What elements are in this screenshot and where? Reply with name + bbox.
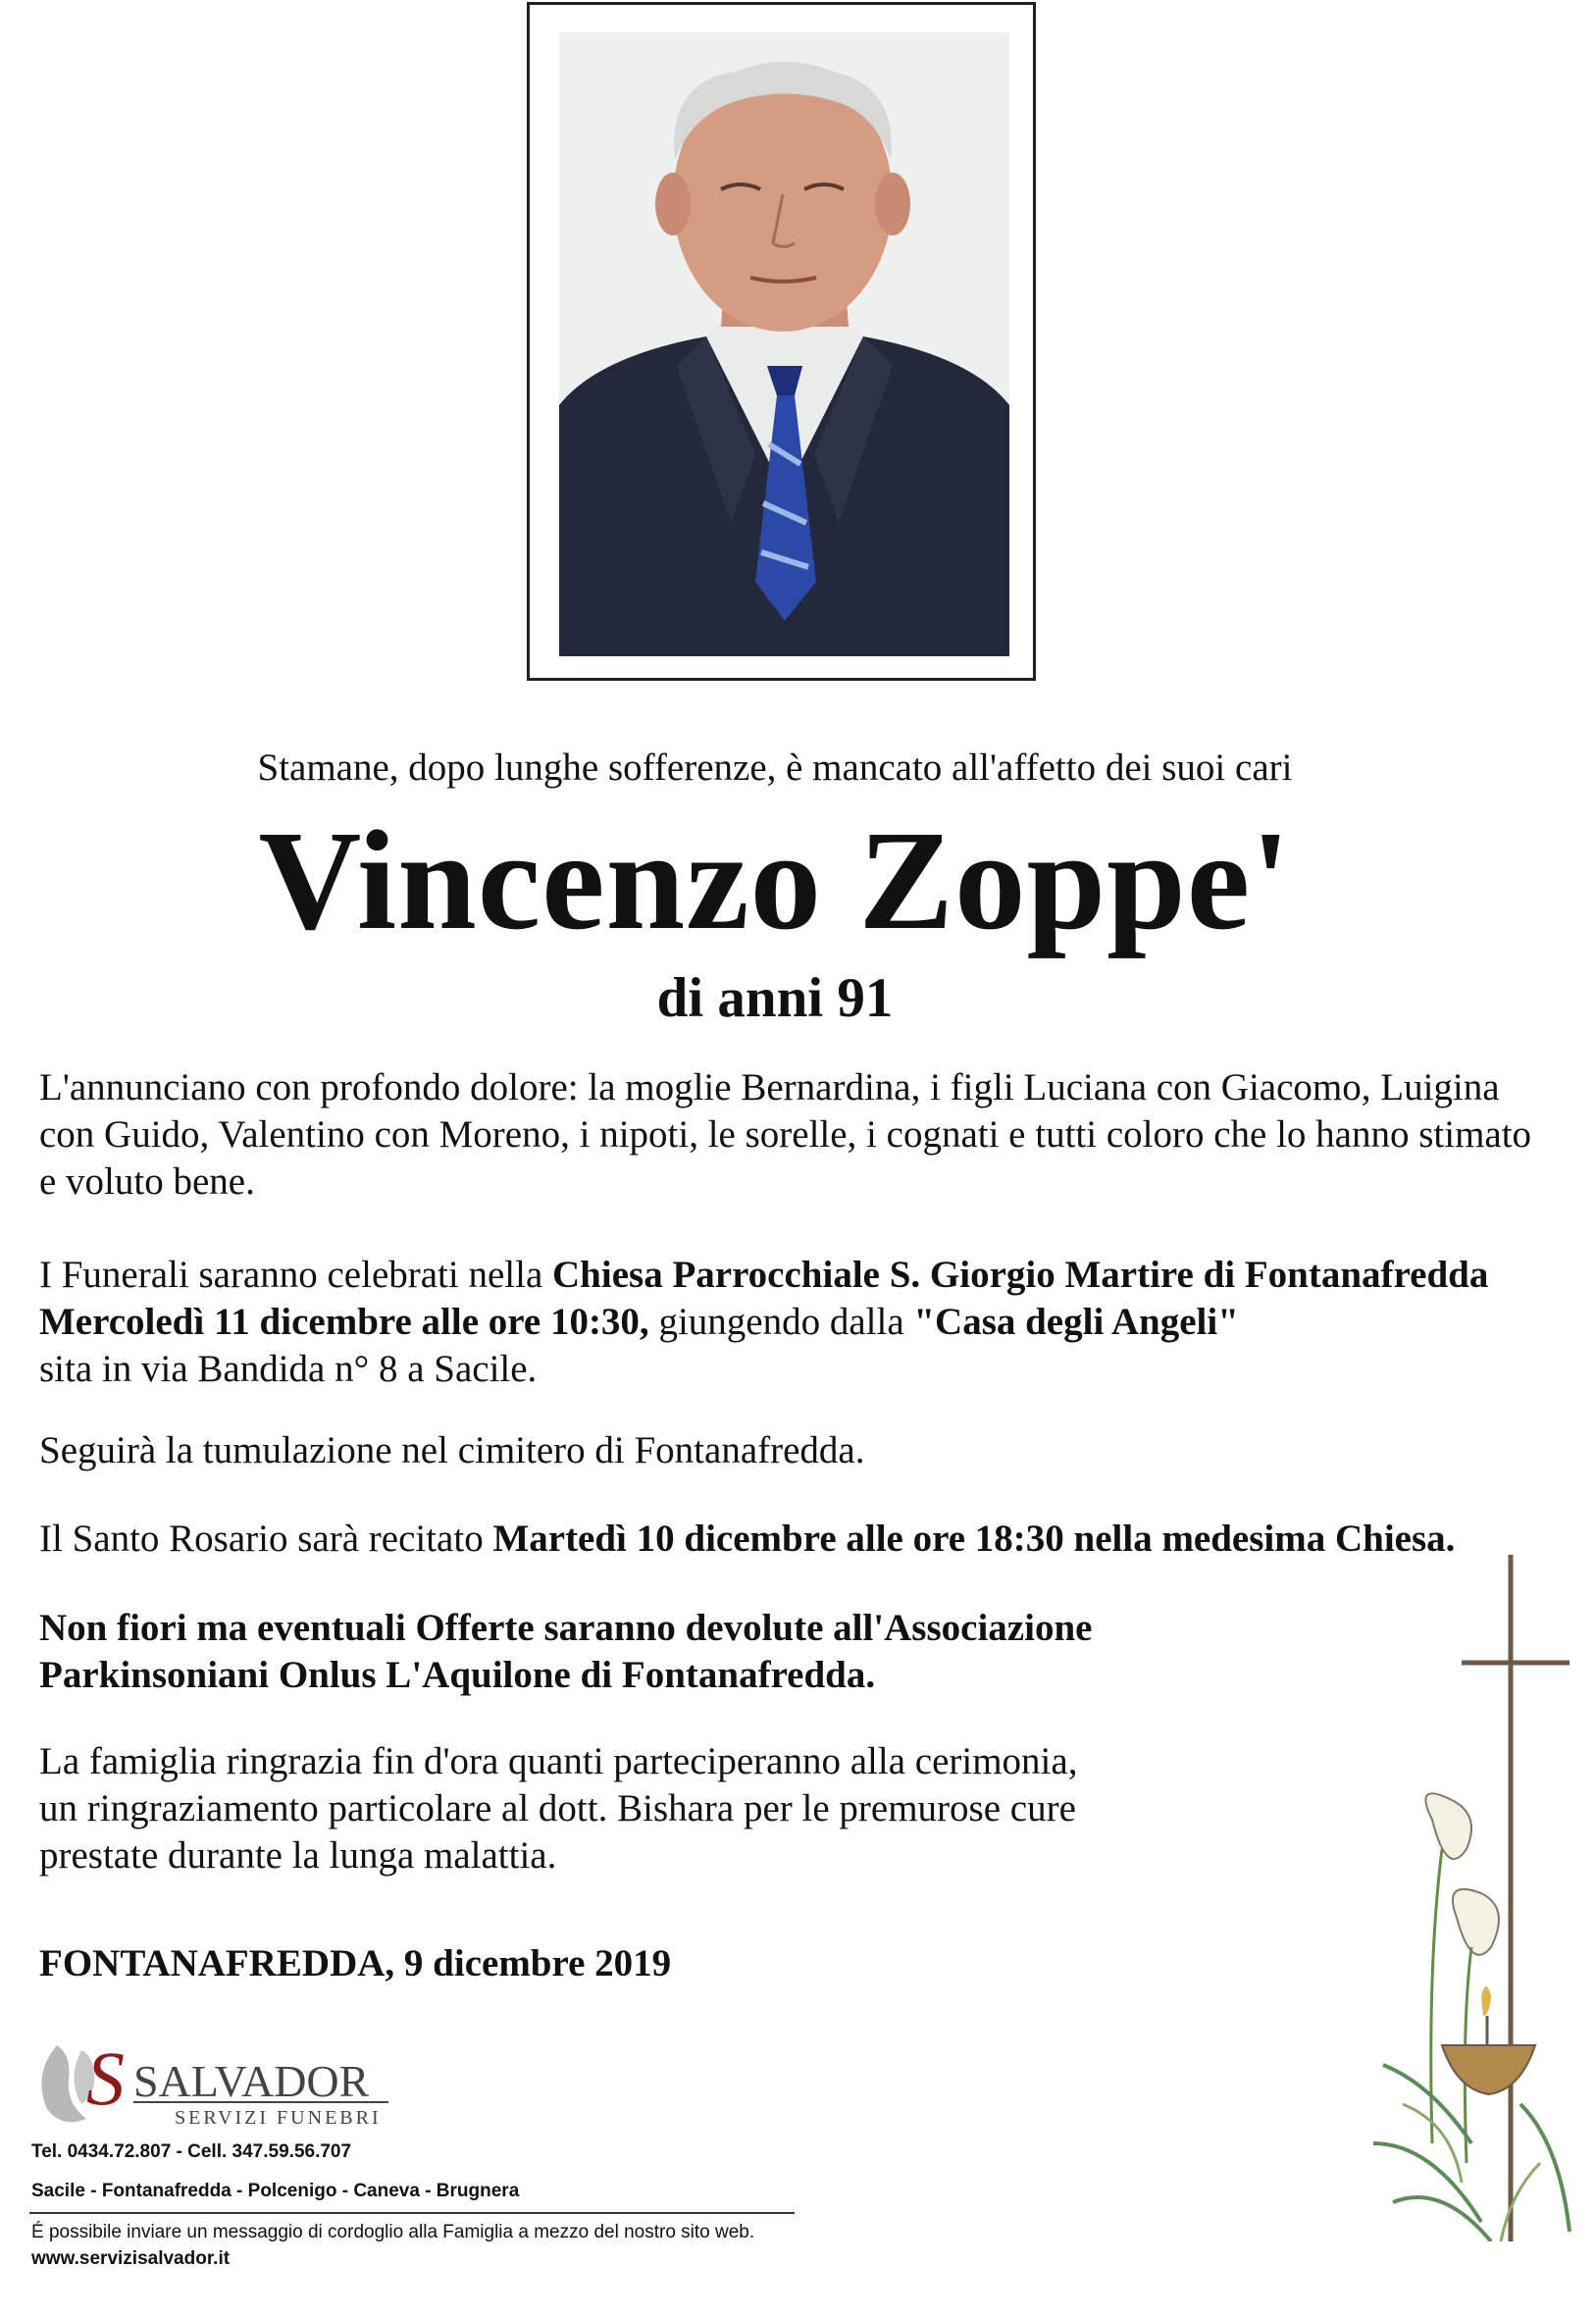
thanks-line-3: prestate durante la lunga malattia. — [39, 1834, 557, 1877]
donations-line-1: Non fiori ma eventuali Offerte saranno devolute all'Associazione — [39, 1607, 1093, 1649]
contacts-text: Tel. 0434.72.807 - Cell. 347.59.56.707 — [31, 2141, 352, 2162]
thanks-line-1: La famiglia ringrazia fin d'ora quanti parteciperanno alla cerimonia, — [39, 1740, 1078, 1782]
photo-frame — [527, 2, 1036, 681]
deceased-name: Vincenzo Zoppe' — [258, 802, 1292, 959]
funeral-church: Chiesa Parrocchiale S. Giorgio Martire di Fontanafredda — [552, 1254, 1489, 1296]
salvador-logo-graphic — [27, 2035, 400, 2134]
svg-text:S: S — [86, 2035, 125, 2121]
funeral-from-intro: giungendo dalla — [648, 1301, 914, 1343]
towns-text: Sacile - Fontanafredda - Polcenigo - Caneva - Brugnera — [31, 2181, 520, 2201]
donations-text — [39, 1605, 1550, 1699]
funeral-from: "Casa degli Angeli" — [913, 1301, 1239, 1343]
thanks-text — [39, 1738, 1550, 1879]
funeral-address: sita in via Bandida n° 8 a Sacile. — [39, 1348, 538, 1390]
rosary-when: Martedì 10 dicembre alle ore 18:30 nella medesima Chiesa. — [492, 1518, 1456, 1560]
logo-name: SALVADOR — [133, 2056, 370, 2106]
rosary-intro: Il Santo Rosario sarà recitato — [39, 1518, 493, 1560]
website-link[interactable]: www.servizisalvador.it — [31, 2248, 231, 2269]
thanks-line-2: un ringraziamento particolare al dott. Bishara per le premurose cure — [39, 1787, 1076, 1829]
portrait-photo — [559, 32, 1009, 656]
rosary-text — [39, 1516, 1550, 1563]
cross-and-lamp-decoration — [1373, 1555, 1574, 2241]
funeral-intro: I Funerali saranno celebrati nella — [39, 1254, 553, 1296]
condolence-note: É possibile inviare un messaggio di cordoglio alla Famiglia a mezzo del nostro sito web. — [31, 2222, 755, 2242]
intro-text: Stamane, dopo lunghe sofferenze, è mancato all'affetto dei suoi cari — [257, 747, 1293, 789]
donations-line-2: Parkinsoniani Onlus L'Aquilone di Fontanafredda. — [39, 1654, 876, 1696]
funeral-when: Mercoledì 11 dicembre alle ore 10:30, — [39, 1301, 649, 1343]
place-date: FONTANAFREDDA, 9 dicembre 2019 — [39, 1942, 672, 1984]
portrait-illustration — [559, 32, 1009, 656]
funeral-text — [39, 1252, 1550, 1393]
announcement-text: L'annunciano con profondo dolore: la moglie Bernardina, i figli Luciana con Giacomo, Luigina con Guido, Valentino con Moreno, i nipoti, le sorelle, i cognati e tutti coloro che lo hanno stimato e voluto bene. — [39, 1066, 1532, 1203]
age-text: di anni 91 — [656, 967, 894, 1029]
footer-divider — [29, 2212, 795, 2214]
salvador-logo — [27, 2035, 400, 2134]
cross-icon — [1373, 1555, 1574, 2241]
burial-text: Seguirà la tumulazione nel cimitero di Fontanafredda. — [39, 1429, 865, 1471]
logo-subtitle: SERVIZI FUNEBRI — [175, 2107, 382, 2129]
